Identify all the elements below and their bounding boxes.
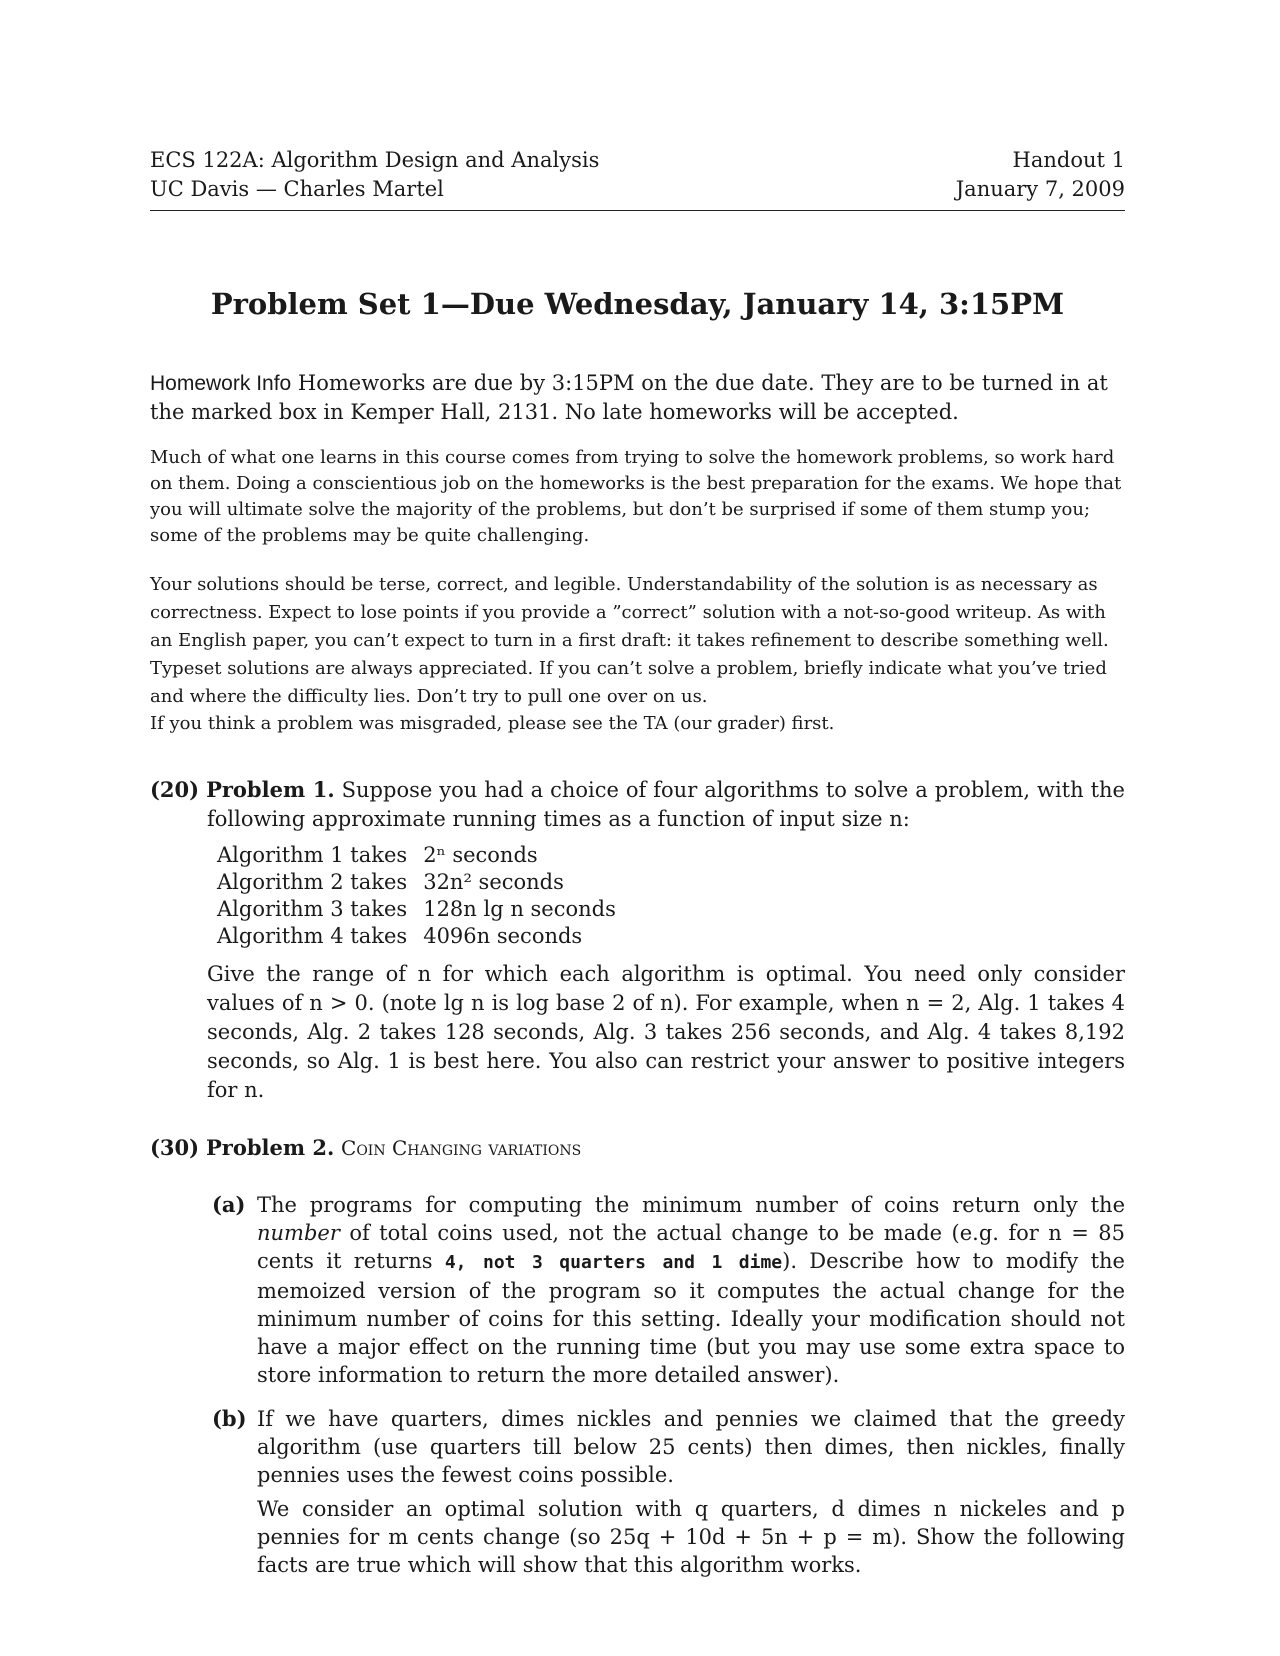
problem-2 xyxy=(150,1133,1125,1579)
header-left xyxy=(150,146,599,204)
problem-1-points: (20) xyxy=(150,777,200,802)
paragraph-homework-value: Much of what one learns in this course comes from trying to solve the homework problems, so work hard on them. Doing a conscientious job on the homeworks is the best preparation for the exams. We hope that you will ultimate solve the majority of the problems, but don’t be surprised if some of them stump you; some of the problems may be quite challenging. xyxy=(150,447,1122,546)
header-right xyxy=(956,146,1125,204)
part-b-text-2: We consider an optimal solution with q quarters, d dimes n nickeles and p pennies for m cents change (so 25q + 10d + 5n + p = m). Show the following facts are true which will show that this algorithm works. xyxy=(257,1497,1125,1577)
algorithm-row xyxy=(217,923,632,950)
part-a-emphasis: number xyxy=(257,1221,340,1245)
handout-date: January 7, 2009 xyxy=(955,177,1125,201)
part-a-text-3: ). Describe how to modify the memoized version of the program so it computes the actual change for the minimum number of coins for this setting. Ideally your modification should not have a major effect on the running time (but you may use some extra space to store information to return the more detailed answer). xyxy=(257,1249,1125,1387)
part-a-body xyxy=(257,1191,1125,1389)
algorithm-time: 128n lg n seconds xyxy=(423,897,616,921)
problem-1-name: Problem 1. xyxy=(206,777,335,802)
problem-2-name: Problem 2. xyxy=(206,1135,335,1160)
problem-2-parts xyxy=(212,1191,1125,1579)
problem-2-subtitle: Coin Changing variations xyxy=(341,1136,582,1160)
homework-info xyxy=(150,369,1125,427)
algorithm-label: Algorithm 2 takes xyxy=(217,870,408,894)
part-b-label: (b) xyxy=(212,1406,247,1431)
algorithm-time: 32n² seconds xyxy=(423,870,564,894)
problem-2-heading xyxy=(150,1133,1125,1163)
homework-info-text: Homeworks are due by 3:15PM on the due date. They are to be turned in at the marked box in Kemper Hall, 2131. No late homeworks will be accepted. xyxy=(150,371,1108,424)
handout-number: Handout 1 xyxy=(1012,148,1125,172)
problem-1 xyxy=(150,775,1125,1105)
paragraph-solution-guidelines: Your solutions should be terse, correct, and legible. Understandability of the solution is as necessary as correctness. Expect to lose points if you provide a ”correct” solution with a not-so-good writeup. As with an English paper, you can’t expect to turn in a first draft: it takes refinement to describe something well. Typeset solutions are always appreciated. If you can’t solve a problem, briefly indicate what you’ve tried and where the difficulty lies. Don’t try to pull one over on us. xyxy=(150,574,1109,707)
course-title: ECS 122A: Algorithm Design and Analysis xyxy=(150,148,600,172)
document-page xyxy=(150,146,1125,1579)
school-instructor: UC Davis — Charles Martel xyxy=(150,177,444,201)
part-b-body xyxy=(257,1405,1125,1579)
homework-info-label: Homework Info xyxy=(150,372,292,395)
algorithm-row xyxy=(217,869,632,896)
problem-1-heading xyxy=(150,775,1125,834)
part-a-code: 4, not 3 quarters and 1 dime xyxy=(444,1252,783,1273)
algorithm-row xyxy=(217,842,632,869)
part-b xyxy=(212,1405,1125,1579)
problem-2-points: (30) xyxy=(150,1135,200,1160)
algorithm-label: Algorithm 4 takes xyxy=(217,924,408,948)
problem-1-description: Give the range of n for which each algorithm is optimal. You need only consider values of n > 0. (note lg n is log base 2 of n). For example, when n = 2, Alg. 1 takes 4 seconds, Alg. 2 takes 128 seconds, Alg. 3 takes 256 seconds, and Alg. 4 takes 8,192 seconds, so Alg. 1 is best here. You also can restrict your answer to positive integers for n. xyxy=(207,962,1125,1102)
algorithm-time: 4096n seconds xyxy=(423,924,583,948)
part-a-label: (a) xyxy=(212,1192,246,1217)
part-b-text-1: If we have quarters, dimes nickles and pennies we claimed that the greedy algorithm (use quarters till below 25 cents) then dimes, then nickles, finally pennies uses the fewest coins possible. xyxy=(257,1407,1125,1487)
algorithm-table xyxy=(217,842,632,950)
algorithm-row xyxy=(217,896,632,923)
part-a-text-2: of total coins used, not the actual change to be made (e.g. for n = 85 cents it returns xyxy=(257,1221,1125,1273)
handout-header xyxy=(150,146,1125,211)
part-a-text-1: The programs for computing the minimum number of coins return only the xyxy=(257,1193,1125,1217)
paragraph-misgraded: If you think a problem was misgraded, please see the TA (our grader) first. xyxy=(150,713,835,734)
problem-1-intro: Suppose you had a choice of four algorithms to solve a problem, with the following approximate running times as a function of input size n: xyxy=(207,778,1125,831)
algorithm-label: Algorithm 3 takes xyxy=(217,897,408,921)
algorithm-label: Algorithm 1 takes xyxy=(217,843,408,867)
part-a xyxy=(212,1191,1125,1389)
algorithm-time: 2ⁿ seconds xyxy=(423,843,538,867)
page-title: Problem Set 1—Due Wednesday, January 14, 3:15PM xyxy=(210,287,1065,321)
